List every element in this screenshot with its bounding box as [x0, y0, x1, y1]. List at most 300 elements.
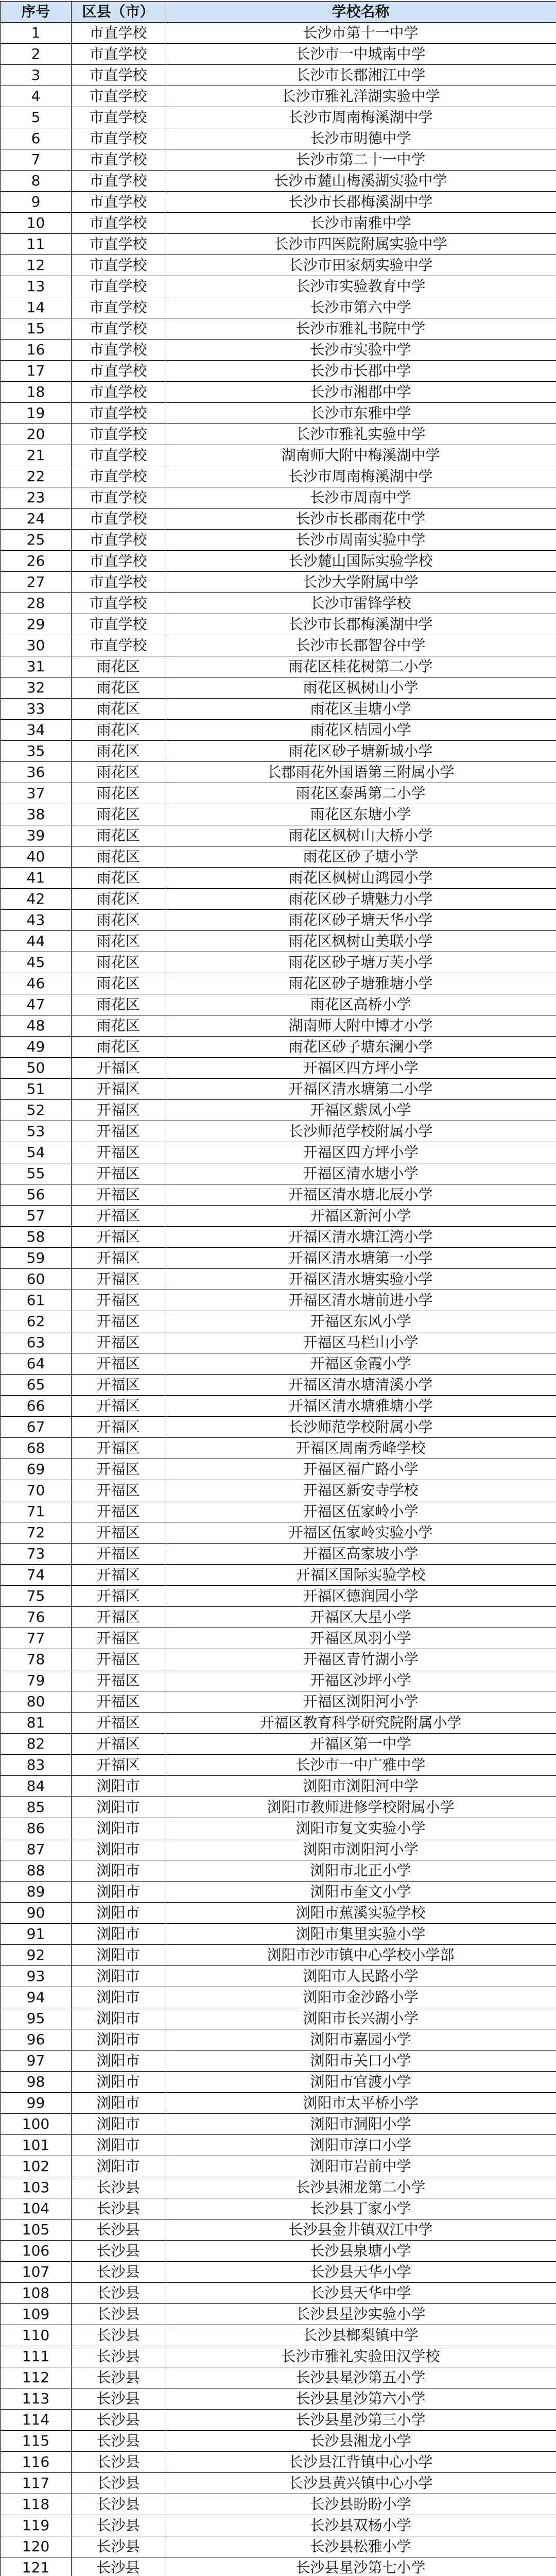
cell-school: 开福区金霞小学 [165, 1353, 556, 1375]
cell-school: 长沙县盼盼小学 [165, 2494, 556, 2515]
cell-index: 72 [1, 1522, 72, 1544]
cell-index: 3 [1, 65, 72, 86]
cell-district: 浏阳市 [72, 2008, 165, 2029]
table-row [1, 635, 556, 656]
table-row [1, 128, 556, 149]
cell-district: 市直学校 [72, 255, 165, 276]
cell-district: 长沙县 [72, 2325, 165, 2346]
cell-index: 99 [1, 2093, 72, 2114]
cell-school: 开福区清水塘第二小学 [165, 1079, 556, 1100]
cell-district: 市直学校 [72, 234, 165, 255]
table-row [1, 2219, 556, 2241]
table-row [1, 2008, 556, 2029]
cell-school: 长沙县湘龙小学 [165, 2431, 556, 2452]
cell-district: 浏阳市 [72, 1860, 165, 1882]
cell-school: 雨花区砂子塘魅力小学 [165, 889, 556, 910]
cell-district: 雨花区 [72, 804, 165, 825]
table-row [1, 1311, 556, 1332]
cell-school: 长沙市雅礼书院中学 [165, 318, 556, 340]
cell-district: 市直学校 [72, 382, 165, 403]
cell-index: 21 [1, 445, 72, 466]
cell-index: 105 [1, 2219, 72, 2241]
cell-school: 浏阳市太平桥小学 [165, 2093, 556, 2114]
cell-district: 雨花区 [72, 931, 165, 952]
cell-district: 浏阳市 [72, 2114, 165, 2135]
cell-index: 2 [1, 44, 72, 65]
cell-index: 50 [1, 1058, 72, 1079]
cell-district: 市直学校 [72, 466, 165, 487]
table-row [1, 1142, 556, 1163]
table-row [1, 1396, 556, 1417]
table-row [1, 382, 556, 403]
cell-index: 113 [1, 2388, 72, 2410]
table-row [1, 741, 556, 762]
cell-school: 雨花区砂子塘新城小学 [165, 741, 556, 762]
cell-district: 开福区 [72, 1755, 165, 1776]
cell-district: 浏阳市 [72, 1903, 165, 1924]
cell-index: 16 [1, 340, 72, 361]
table-row [1, 2050, 556, 2072]
cell-school: 雨花区泰禹第二小学 [165, 783, 556, 804]
cell-school: 长沙县榔梨镇中学 [165, 2325, 556, 2346]
cell-index: 97 [1, 2050, 72, 2072]
cell-index: 66 [1, 1396, 72, 1417]
cell-district: 市直学校 [72, 445, 165, 466]
cell-index: 1 [1, 23, 72, 44]
cell-index: 89 [1, 1882, 72, 1903]
table-row [1, 1797, 556, 1818]
cell-district: 开福区 [72, 1586, 165, 1607]
cell-district: 开福区 [72, 1713, 165, 1734]
table-row [1, 2135, 556, 2156]
cell-index: 109 [1, 2304, 72, 2325]
cell-index: 83 [1, 1755, 72, 1776]
cell-district: 开福区 [72, 1184, 165, 1206]
cell-school: 湖南师大附中梅溪湖中学 [165, 445, 556, 466]
cell-index: 95 [1, 2008, 72, 2029]
cell-school: 长沙市雅礼实验中学 [165, 424, 556, 445]
cell-district: 雨花区 [72, 656, 165, 677]
cell-index: 115 [1, 2431, 72, 2452]
cell-index: 68 [1, 1438, 72, 1459]
cell-district: 浏阳市 [72, 1966, 165, 1987]
cell-index: 19 [1, 403, 72, 424]
cell-index: 62 [1, 1311, 72, 1332]
cell-school: 长沙师范学校附属小学 [165, 1417, 556, 1438]
cell-index: 96 [1, 2029, 72, 2050]
table-row [1, 994, 556, 1015]
cell-index: 26 [1, 551, 72, 572]
cell-index: 29 [1, 614, 72, 635]
cell-district: 市直学校 [72, 86, 165, 107]
cell-district: 浏阳市 [72, 1987, 165, 2008]
table-row [1, 2515, 556, 2536]
cell-district: 长沙县 [72, 2431, 165, 2452]
cell-school: 浏阳市复文实验小学 [165, 1818, 556, 1839]
cell-district: 市直学校 [72, 424, 165, 445]
table-row [1, 2367, 556, 2388]
cell-school: 浏阳市浏阳河中学 [165, 1776, 556, 1797]
cell-district: 浏阳市 [72, 2093, 165, 2114]
cell-index: 38 [1, 804, 72, 825]
cell-index: 104 [1, 2198, 72, 2219]
table-row [1, 149, 556, 171]
cell-school: 开福区四方坪小学 [165, 1142, 556, 1163]
cell-district: 市直学校 [72, 572, 165, 593]
cell-district: 市直学校 [72, 635, 165, 656]
cell-school: 浏阳市长兴湖小学 [165, 2008, 556, 2029]
school-list-table [0, 1, 556, 2576]
table-row [1, 1903, 556, 1924]
cell-school: 长沙市四医院附属实验中学 [165, 234, 556, 255]
cell-index: 90 [1, 1903, 72, 1924]
table-row [1, 466, 556, 487]
cell-index: 30 [1, 635, 72, 656]
table-row [1, 2156, 556, 2177]
cell-district: 浏阳市 [72, 1924, 165, 1945]
cell-school: 长沙县丁家小学 [165, 2198, 556, 2219]
cell-index: 85 [1, 1797, 72, 1818]
cell-index: 75 [1, 1586, 72, 1607]
cell-school: 开福区东风小学 [165, 1311, 556, 1332]
cell-district: 浏阳市 [72, 2029, 165, 2050]
table-row [1, 1417, 556, 1438]
cell-index: 8 [1, 171, 72, 192]
table-row [1, 86, 556, 107]
table-row [1, 1882, 556, 1903]
cell-index: 64 [1, 1353, 72, 1375]
cell-index: 56 [1, 1184, 72, 1206]
cell-school: 浏阳市沙市镇中心学校小学部 [165, 1945, 556, 1966]
cell-index: 37 [1, 783, 72, 804]
table-row [1, 614, 556, 635]
cell-index: 9 [1, 192, 72, 213]
table-row [1, 2029, 556, 2050]
cell-district: 市直学校 [72, 107, 165, 128]
cell-school: 开福区大星小学 [165, 1607, 556, 1628]
cell-school: 浏阳市奎文小学 [165, 1882, 556, 1903]
table-row [1, 424, 556, 445]
cell-district: 浏阳市 [72, 2156, 165, 2177]
cell-school: 长沙师范学校附属小学 [165, 1121, 556, 1142]
cell-index: 79 [1, 1670, 72, 1691]
table-row [1, 1206, 556, 1227]
cell-school: 长沙市东雅中学 [165, 403, 556, 424]
cell-index: 59 [1, 1248, 72, 1269]
cell-district: 浏阳市 [72, 1839, 165, 1860]
cell-district: 长沙县 [72, 2177, 165, 2198]
cell-index: 24 [1, 509, 72, 530]
table-row [1, 1586, 556, 1607]
cell-school: 开福区清水塘前进小学 [165, 1290, 556, 1311]
cell-district: 市直学校 [72, 44, 165, 65]
table-row [1, 1184, 556, 1206]
cell-district: 雨花区 [72, 677, 165, 699]
cell-district: 雨花区 [72, 910, 165, 931]
cell-index: 20 [1, 424, 72, 445]
cell-school: 长沙县松雅小学 [165, 2536, 556, 2557]
table-row [1, 656, 556, 677]
cell-index: 76 [1, 1607, 72, 1628]
cell-district: 开福区 [72, 1396, 165, 1417]
cell-school: 开福区新河小学 [165, 1206, 556, 1227]
cell-district: 开福区 [72, 1649, 165, 1670]
cell-school: 长沙县黄兴镇中心小学 [165, 2473, 556, 2494]
table-row [1, 171, 556, 192]
cell-district: 长沙县 [72, 2452, 165, 2473]
cell-school: 浏阳市蕉溪实验学校 [165, 1903, 556, 1924]
cell-index: 74 [1, 1565, 72, 1586]
cell-school: 长沙大学附属中学 [165, 572, 556, 593]
cell-school: 雨花区砂子塘东澜小学 [165, 1037, 556, 1058]
cell-district: 市直学校 [72, 487, 165, 509]
cell-district: 雨花区 [72, 994, 165, 1015]
cell-school: 长沙县星沙第七小学 [165, 2557, 556, 2576]
cell-index: 81 [1, 1713, 72, 1734]
cell-school: 长沙县天华中学 [165, 2283, 556, 2304]
cell-school: 开福区清水塘北辰小学 [165, 1184, 556, 1206]
table-row [1, 2262, 556, 2283]
cell-school: 开福区高家坡小学 [165, 1544, 556, 1565]
cell-index: 41 [1, 868, 72, 889]
cell-index: 77 [1, 1628, 72, 1649]
cell-index: 71 [1, 1501, 72, 1522]
cell-district: 开福区 [72, 1628, 165, 1649]
cell-district: 市直学校 [72, 509, 165, 530]
cell-index: 114 [1, 2410, 72, 2431]
cell-index: 53 [1, 1121, 72, 1142]
cell-district: 市直学校 [72, 614, 165, 635]
table-row [1, 1037, 556, 1058]
cell-index: 33 [1, 699, 72, 720]
cell-school: 长沙县泉塘小学 [165, 2241, 556, 2262]
table-row [1, 1248, 556, 1269]
cell-district: 开福区 [72, 1079, 165, 1100]
header-school: 学校名称 [165, 2, 556, 23]
cell-index: 57 [1, 1206, 72, 1227]
table-row [1, 1924, 556, 1945]
cell-district: 开福区 [72, 1670, 165, 1691]
table-row [1, 403, 556, 424]
cell-school: 长沙市湘郡中学 [165, 382, 556, 403]
cell-district: 开福区 [72, 1248, 165, 1269]
cell-index: 92 [1, 1945, 72, 1966]
cell-school: 开福区紫凤小学 [165, 1100, 556, 1121]
table-row [1, 2494, 556, 2515]
cell-index: 55 [1, 1163, 72, 1184]
table-row [1, 593, 556, 614]
table-row [1, 1713, 556, 1734]
table-row [1, 952, 556, 973]
cell-school: 浏阳市淳口小学 [165, 2135, 556, 2156]
table-row [1, 1459, 556, 1480]
cell-school: 长沙市长郡中学 [165, 361, 556, 382]
cell-district: 开福区 [72, 1375, 165, 1396]
table-row [1, 1100, 556, 1121]
cell-school: 开福区浏阳河小学 [165, 1691, 556, 1713]
cell-index: 39 [1, 825, 72, 846]
table-row [1, 551, 556, 572]
cell-district: 长沙县 [72, 2536, 165, 2557]
cell-school: 开福区清水塘第一小学 [165, 1248, 556, 1269]
cell-index: 118 [1, 2494, 72, 2515]
table-row [1, 1734, 556, 1755]
table-row [1, 1966, 556, 1987]
table-row [1, 1691, 556, 1713]
cell-index: 103 [1, 2177, 72, 2198]
table-row [1, 1375, 556, 1396]
cell-index: 93 [1, 1966, 72, 1987]
cell-district: 市直学校 [72, 276, 165, 297]
cell-district: 浏阳市 [72, 2072, 165, 2093]
table-row [1, 910, 556, 931]
cell-index: 40 [1, 846, 72, 868]
cell-school: 长沙市实验中学 [165, 340, 556, 361]
table-row [1, 572, 556, 593]
cell-index: 11 [1, 234, 72, 255]
cell-district: 市直学校 [72, 297, 165, 318]
cell-district: 雨花区 [72, 699, 165, 720]
table-row [1, 2473, 556, 2494]
cell-school: 长沙市周南梅溪湖中学 [165, 107, 556, 128]
header-district: 区县（市） [72, 2, 165, 23]
cell-district: 长沙县 [72, 2283, 165, 2304]
cell-school: 长沙市雅礼洋湖实验中学 [165, 86, 556, 107]
cell-index: 63 [1, 1332, 72, 1353]
table-row [1, 2304, 556, 2325]
cell-school: 长沙县金井镇双江中学 [165, 2219, 556, 2241]
table-row [1, 825, 556, 846]
cell-index: 100 [1, 2114, 72, 2135]
cell-index: 31 [1, 656, 72, 677]
cell-school: 开福区伍家岭实验小学 [165, 1522, 556, 1544]
cell-school: 开福区清水塘雅塘小学 [165, 1396, 556, 1417]
cell-school: 浏阳市人民路小学 [165, 1966, 556, 1987]
table-row [1, 1353, 556, 1375]
table-row [1, 2072, 556, 2093]
cell-school: 浏阳市浏阳河小学 [165, 1839, 556, 1860]
cell-district: 开福区 [72, 1332, 165, 1353]
cell-district: 雨花区 [72, 1015, 165, 1037]
cell-school: 长沙市第六中学 [165, 297, 556, 318]
cell-school: 长沙市一中城南中学 [165, 44, 556, 65]
cell-district: 开福区 [72, 1311, 165, 1332]
table-row [1, 846, 556, 868]
table-row [1, 1269, 556, 1290]
cell-district: 开福区 [72, 1100, 165, 1121]
cell-index: 60 [1, 1269, 72, 1290]
cell-district: 开福区 [72, 1480, 165, 1501]
cell-school: 开福区清水塘清溪小学 [165, 1375, 556, 1396]
cell-index: 45 [1, 952, 72, 973]
cell-district: 开福区 [72, 1058, 165, 1079]
table-row [1, 361, 556, 382]
table-row [1, 762, 556, 783]
cell-index: 116 [1, 2452, 72, 2473]
cell-district: 市直学校 [72, 318, 165, 340]
table-row [1, 192, 556, 213]
table-row [1, 1839, 556, 1860]
table-row [1, 2177, 556, 2198]
cell-district: 开福区 [72, 1290, 165, 1311]
cell-school: 开福区凤羽小学 [165, 1628, 556, 1649]
table-row [1, 1501, 556, 1522]
cell-school: 长沙县天华小学 [165, 2262, 556, 2283]
cell-school: 开福区德润园小学 [165, 1586, 556, 1607]
cell-school: 浏阳市官渡小学 [165, 2072, 556, 2093]
table-header-row [1, 2, 556, 23]
table-row [1, 1015, 556, 1037]
cell-district: 开福区 [72, 1691, 165, 1713]
table-row [1, 23, 556, 44]
cell-district: 长沙县 [72, 2367, 165, 2388]
cell-district: 长沙县 [72, 2262, 165, 2283]
table-row [1, 509, 556, 530]
cell-index: 58 [1, 1227, 72, 1248]
table-row [1, 973, 556, 994]
cell-index: 44 [1, 931, 72, 952]
cell-index: 65 [1, 1375, 72, 1396]
cell-district: 开福区 [72, 1353, 165, 1375]
cell-school: 长沙县江背镇中心小学 [165, 2452, 556, 2473]
cell-district: 雨花区 [72, 868, 165, 889]
cell-district: 市直学校 [72, 192, 165, 213]
cell-district: 长沙县 [72, 2515, 165, 2536]
table-body [1, 23, 556, 2576]
cell-index: 73 [1, 1544, 72, 1565]
cell-district: 长沙县 [72, 2241, 165, 2262]
cell-index: 15 [1, 318, 72, 340]
table-row [1, 1079, 556, 1100]
cell-school: 浏阳市教师进修学校附属小学 [165, 1797, 556, 1818]
cell-district: 开福区 [72, 1438, 165, 1459]
cell-school: 雨花区东塘小学 [165, 804, 556, 825]
cell-district: 长沙县 [72, 2557, 165, 2576]
cell-school: 长沙市长郡雨花中学 [165, 509, 556, 530]
cell-district: 雨花区 [72, 889, 165, 910]
cell-school: 雨花区枫树山大桥小学 [165, 825, 556, 846]
cell-school: 雨花区砂子塘天华小学 [165, 910, 556, 931]
cell-index: 42 [1, 889, 72, 910]
cell-school: 长沙市雷锋学校 [165, 593, 556, 614]
cell-district: 雨花区 [72, 825, 165, 846]
cell-school: 开福区清水塘实验小学 [165, 1269, 556, 1290]
cell-district: 开福区 [72, 1522, 165, 1544]
table-row [1, 2536, 556, 2557]
cell-district: 雨花区 [72, 720, 165, 741]
cell-district: 开福区 [72, 1607, 165, 1628]
cell-index: 6 [1, 128, 72, 149]
cell-school: 长沙县星沙第三小学 [165, 2410, 556, 2431]
cell-school: 雨花区枫树山美联小学 [165, 931, 556, 952]
table-row [1, 1227, 556, 1248]
cell-school: 长沙县湘龙第二小学 [165, 2177, 556, 2198]
cell-index: 49 [1, 1037, 72, 1058]
table-row [1, 1818, 556, 1839]
cell-index: 35 [1, 741, 72, 762]
table-row [1, 1058, 556, 1079]
cell-school: 雨花区圭塘小学 [165, 699, 556, 720]
table-row [1, 1776, 556, 1797]
cell-district: 雨花区 [72, 1037, 165, 1058]
cell-school: 长沙市周南实验中学 [165, 530, 556, 551]
cell-school: 长郡雨花外国语第三附属小学 [165, 762, 556, 783]
cell-district: 浏阳市 [72, 1818, 165, 1839]
cell-index: 88 [1, 1860, 72, 1882]
table-row [1, 677, 556, 699]
cell-school: 浏阳市集里实验小学 [165, 1924, 556, 1945]
table-row [1, 1755, 556, 1776]
